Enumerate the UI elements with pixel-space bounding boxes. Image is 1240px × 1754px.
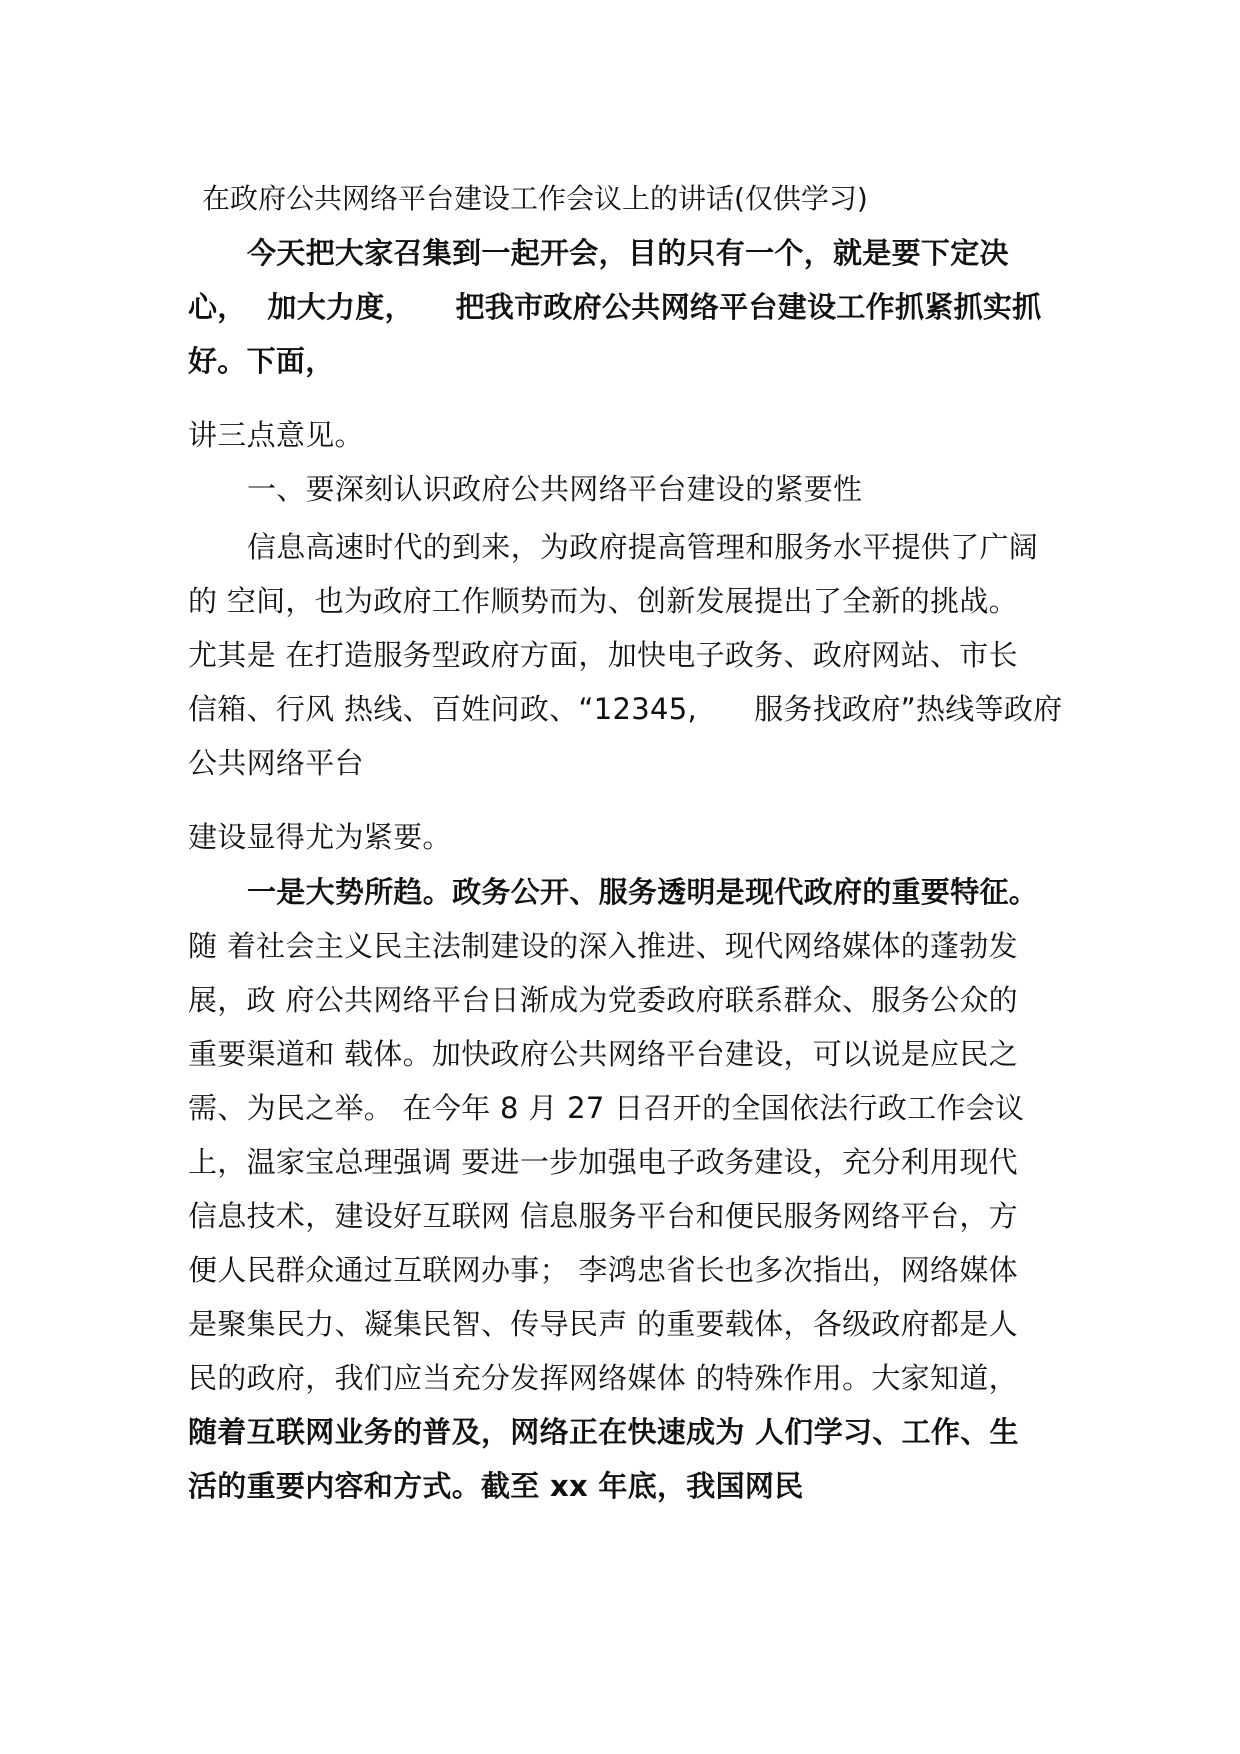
paragraph-line: 好。下面， [188,344,335,378]
paragraph-line: 重要渠道和 载体。加快政府公共网络平台建设，可以说是应民之 [188,1037,1018,1071]
paragraph-line: 活的重要内容和方式。截至 xx 年底，我国网民 [188,1469,804,1503]
paragraph-line: 信箱、行风 热线、百姓问政、“12345, 服务找政府”热线等政府 [188,692,1063,726]
paragraph-line: 心， 加大力度， 把我市政府公共网络平台建设工作抓紧抓实抓 [188,290,1042,324]
section-heading: 一、要深刻认识政府公共网络平台建设的紧要性 [247,472,863,506]
paragraph-line: 需、为民之举。 在今年 8 月 27 日召开的全国依法行政工作会议 [188,1091,1025,1125]
paragraph-line: 信息高速时代的到来，为政府提高管理和服务水平提供了广阔 [247,530,1039,564]
paragraph-line: 尤其是 在打造服务型政府方面，加快电子政务、政府网站、市长 [188,638,1018,672]
document-title: 在政府公共网络平台建设工作会议上的讲话(仅供学习) [202,182,868,215]
paragraph-line: 一是大势所趋。政务公开、服务透明是现代政府的重要特征。 [247,875,1039,909]
paragraph-line: 随 着社会主义民主法制建设的深入推进、现代网络媒体的蓬勃发 [188,929,1018,963]
paragraph-line: 是聚集民力、凝集民智、传导民声 的重要载体，各级政府都是人 [188,1307,1018,1341]
paragraph-line: 讲三点意见。 [188,418,364,452]
paragraph-line: 今天把大家召集到一起开会，目的只有一个，就是要下定决 [247,236,1009,270]
paragraph-line: 随着互联网业务的普及，网络正在快速成为 人们学习、工作、生 [188,1415,1019,1449]
paragraph-line: 便人民群众通过互联网办事； 李鸿忠省长也多次指出，网络媒体 [188,1253,1018,1287]
paragraph-line: 的 空间，也为政府工作顺势而为、创新发展提出了全新的挑战。 [188,584,1018,618]
paragraph-line: 民的政府，我们应当充分发挥网络媒体 的特殊作用。大家知道， [188,1361,1018,1395]
paragraph-line: 信息技术，建设好互联网 信息服务平台和便民服务网络平台，方 [188,1199,1018,1233]
paragraph-line: 建设显得尤为紧要。 [188,820,452,854]
paragraph-line: 上，温家宝总理强调 要进一步加强电子政务建设，充分利用现代 [188,1145,1018,1179]
paragraph-line: 展，政 府公共网络平台日渐成为党委政府联系群众、服务公众的 [188,983,1018,1017]
paragraph-line: 公共网络平台 [188,746,364,780]
